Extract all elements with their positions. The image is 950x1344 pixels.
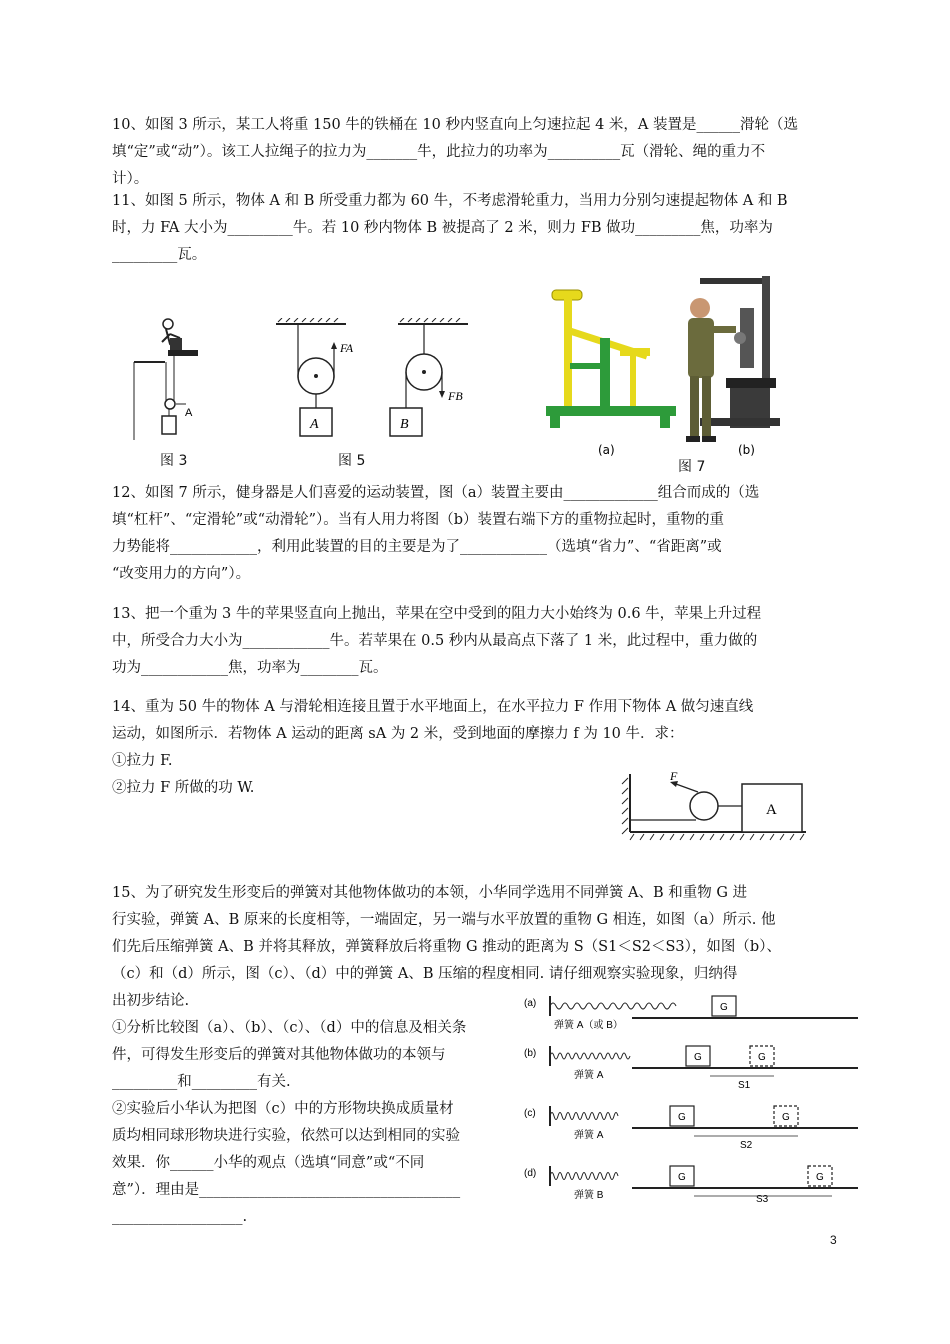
question-11 <box>112 188 840 269</box>
fig7-label-b: (b) <box>738 443 755 457</box>
q14-line1: 14、重为 50 牛的物体 A 与滑轮相连接且置于水平地面上，在水平拉力 F 作用下物体 A 做匀速直线 <box>112 699 754 715</box>
q14-item2: ②拉力 F 所做的功 W. <box>112 780 255 796</box>
q11-line3: _________瓦。 <box>112 247 207 263</box>
spring-d-g: G <box>678 1172 686 1183</box>
spring-c-name: 弹簧 A <box>574 1130 604 1141</box>
q15-sub2-l3: 效果．你______小华的观点（选填“同意”或“不同 <box>112 1155 425 1171</box>
question-10 <box>112 112 840 193</box>
q10-line1: 10、如图 3 所示，某工人将重 150 牛的铁桶在 10 秒内竖直向上匀速拉起 4 米，A 装置是______滑轮（选 <box>112 117 798 133</box>
spring-b-g-moved: G <box>758 1052 766 1063</box>
figure-5-caption: 图 5 <box>338 453 366 469</box>
q11-line2: 时，力 FA 大小为_________牛。若 10 秒内物体 B 被提高了 2 米，则力 FB 做功_________焦，功率为 <box>112 220 773 236</box>
spring-c-s2: S2 <box>740 1140 753 1151</box>
q12-line1: 12、如图 7 所示，健身器是人们喜爱的运动装置，图（a）装置主要由_____________组合而成的（选 <box>112 485 760 501</box>
q15-line4: （c）和（d）所示，图（c）、（d）中的弹簧 A、B 压缩的程度相同. 请仔细观察实验现象，归纳得 <box>112 966 738 982</box>
q15-line1: 15、为了研究发生形变后的弹簧对其他物体做功的本领，小华同学选用不同弹簧 A、B 和重物 G 进 <box>112 885 748 901</box>
figure-q14-pulley-block <box>618 770 813 842</box>
q12-line2: 填“杠杆”、“定滑轮”或“动滑轮”）。当有人用力将图（b）装置右端下方的重物拉起时，重物的重 <box>112 512 725 528</box>
figure-7-caption: 图 7 <box>678 459 706 475</box>
figure-5-pulleys <box>270 318 485 443</box>
q14-fig-a: A <box>766 802 777 818</box>
q15-sub2-l4: 意”）．理由是____________________________________ <box>112 1182 461 1198</box>
fig3-label-a: A <box>185 407 193 419</box>
q13-line2: 中，所受合力大小为____________牛。若苹果在 0.5 秒内从最高点下落了 1 米，此过程中，重力做的 <box>112 633 758 649</box>
page-number: 3 <box>830 1233 837 1247</box>
q13-line3: 功为____________焦，功率为________瓦。 <box>112 660 388 676</box>
q10-line2: 填“定”或“动”）。该工人拉绳子的拉力为_______牛，此拉力的功率为__________瓦（滑轮、绳的重力不 <box>112 144 766 160</box>
question-12 <box>112 480 840 588</box>
q13-line1: 13、把一个重为 3 牛的苹果竖直向上抛出，苹果在空中受到的阻力大小始终为 0.6 牛，苹果上升过程 <box>112 606 762 622</box>
q15-sub2-l1: ②实验后小华认为把图（c）中的方形物块换成质量材 <box>112 1101 454 1117</box>
q14-fig-f: F <box>670 770 678 783</box>
q11-line1: 11、如图 5 所示，物体 A 和 B 所受重力都为 60 牛，不考虑滑轮重力，当用力分别匀速提起物体 A 和 B <box>112 193 788 209</box>
figure-q15-springs <box>524 992 864 1204</box>
spring-row-d-label: (d) <box>524 1168 537 1179</box>
q12-line3: 力势能将____________，利用此装置的目的主要是为了____________（选填“省力”、“省距离”或 <box>112 539 722 555</box>
spring-d-s3: S3 <box>756 1194 769 1204</box>
q15-sub1-l2: 件，可得发生形变后的弹簧对其他物体做功的本领与 <box>112 1047 446 1063</box>
spring-a-name: 弹簧 A（或 B） <box>554 1020 623 1031</box>
q15-sub1-l3: _________和_________有关. <box>112 1074 291 1090</box>
spring-row-c-label: (c) <box>524 1108 536 1119</box>
q15-line5: 出初步结论. <box>112 993 190 1009</box>
q15-sub1-l1: ①分析比较图（a）、（b）、（c）、（d）中的信息及相关条 <box>112 1020 467 1036</box>
spring-row-a-label: (a) <box>524 998 537 1009</box>
q10-line3: 计）。 <box>112 171 149 187</box>
spring-b-g: G <box>694 1052 702 1063</box>
spring-b-name: 弹簧 A <box>574 1070 604 1081</box>
q15-line2: 行实验，弹簧 A、B 原来的长度相等，一端固定，另一端与水平放置的重物 G 相连，如图（a）所示. 他 <box>112 912 776 928</box>
spring-c-g-moved: G <box>782 1112 790 1123</box>
spring-d-name: 弹簧 B <box>574 1190 604 1201</box>
spring-row-b-label: (b) <box>524 1048 537 1059</box>
question-15-sub <box>112 1015 508 1231</box>
figure-3-caption: 图 3 <box>160 453 188 469</box>
fig5-box-a: A <box>310 417 319 432</box>
fig7-label-a: (a) <box>598 443 615 457</box>
q15-line3: 们先后压缩弹簧 A、B 并将其释放，弹簧释放后将重物 G 推动的距离为 S（S1＜S2＜S3），如图（b）、 <box>112 939 781 955</box>
fig5-label-fa: FA <box>340 341 354 355</box>
q14-item1: ①拉力 F. <box>112 753 173 769</box>
q12-line4: “改变用力的方向”）。 <box>112 566 251 582</box>
q14-line2: 运动，如图所示．若物体 A 运动的距离 sA 为 2 米，受到地面的摩擦力 f 为 10 牛．求： <box>112 726 684 742</box>
fig5-label-fb: FB <box>448 389 463 403</box>
spring-a-g: G <box>720 1002 728 1013</box>
figure-7-fitness-equipment <box>540 268 810 468</box>
fig5-box-b: B <box>400 417 409 432</box>
spring-c-g: G <box>678 1112 686 1123</box>
question-13 <box>112 601 840 682</box>
q15-sub2-l2: 质均相同球形物块进行实验，依然可以达到相同的实验 <box>112 1128 460 1144</box>
figure-3-worker-pulley <box>130 312 210 442</box>
q15-sub2-l5: __________________. <box>112 1209 248 1225</box>
spring-b-s1: S1 <box>738 1080 751 1091</box>
spring-d-g-moved: G <box>816 1172 824 1183</box>
